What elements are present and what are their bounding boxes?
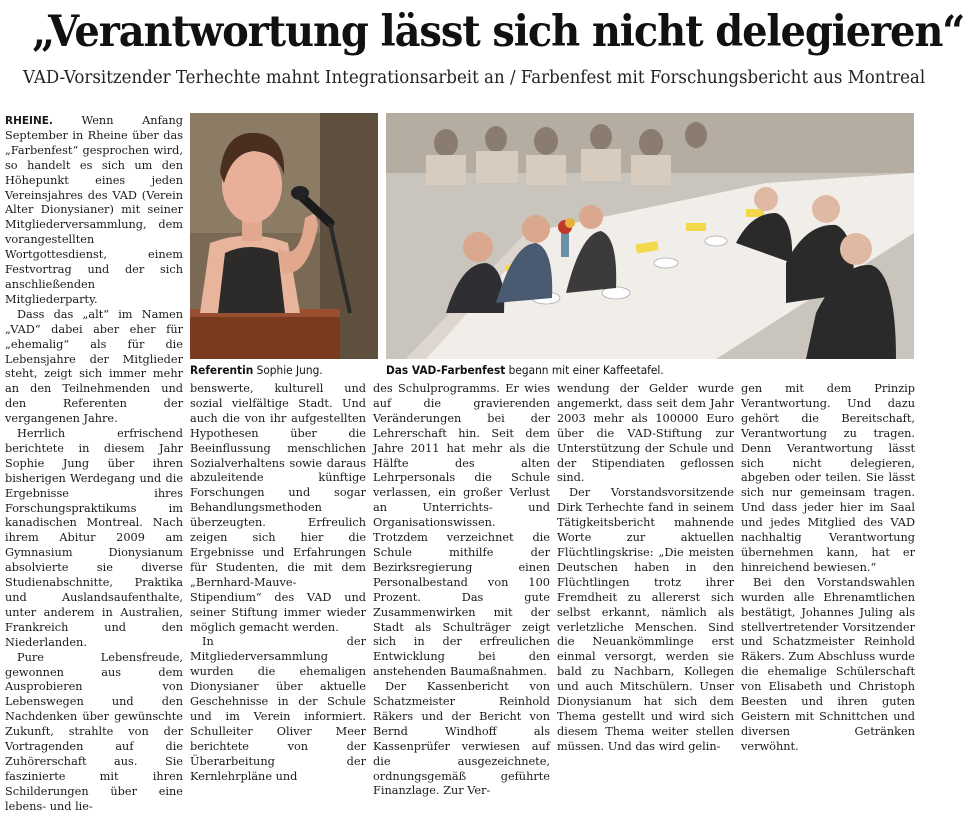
paragraph: Der Vorstandsvorsitzende Dirk Terhechte fand in seinem Tätigkeitsbericht mahnende Worte zur aktuellen Flüchtlingskrise: „Die meisten Deutschen haben in den Flüchtlingen trotz ihrer Fremdheit zu allererst sich selbst erkannt, nämlich als verletzliche Menschen. Sind die Neuankömmlinge erst einmal versorgt, werden sie bald zu Nachbarn, Kollegen und auch Mitschülern. Unser Dionysianum hat sich dem Thema gestellt und wird sich diesem Thema weiter stellen müssen. Und das wird gelin- xyxy=(557,486,734,753)
paragraph: wendung der Gelder wurde angemerkt, dass seit dem Jahr 2003 mehr als 100000 Euro über die VAD-Stiftung zur Unterstützung der Schule und der Stipendiaten geflossen sind. xyxy=(557,382,734,485)
paragraph: Bei den Vorstandswahlen wurden alle Ehrenamtlichen bestätigt, Johannes Juling als stellvertretender Vorsitzender und Schatzmeister Reinhold Räkers. Zum Abschluss wurde die ehemalige Schülerschaft von Elisabeth und Christoph Beesten und ihren guten Geistern mit Schnittchen und diversen Getränken verwöhnt. xyxy=(741,575,915,753)
headline: „Verantwortung lässt sich nicht delegieren“ xyxy=(32,7,964,57)
subline: VAD-Vorsitzender Terhechte mahnt Integrationsarbeit an / Farbenfest mit Forschungsbericht aus Montreal xyxy=(22,68,926,88)
paragraph: benswerte, kulturell und sozial vielfältige Stadt. Und auch die von ihr aufgestellten Hypothesen über die Beeinflussung menschlichen Sozialverhaltens sowie daraus abzuleitende künftige Forschungen und sogar Behandlungsmethoden überzeugten. Erfreulich zeigen sich hier die Ergebnisse und Erfahrungen für Studenten, die mit dem „Bernhard-Mauve-Stipendium“ des VAD und seiner Stiftung immer wieder möglich gemacht werden. xyxy=(190,382,366,634)
article-column-2 xyxy=(190,382,366,783)
dateline: RHEINE. xyxy=(5,115,53,127)
article-column-1 xyxy=(5,114,183,813)
paragraph: Der Kassenbericht von Schatzmeister Reinhold Räkers und der Bericht von Bernd Windhoff als Kassenprüfer verwiesen auf die ausgezeichnete, ordnungsgemäß geführte Finanzlage. Zur Ver- xyxy=(373,680,550,798)
party-caption xyxy=(386,362,883,378)
speaker-caption xyxy=(190,362,374,378)
paragraph: gen mit dem Prinzip Verantwortung. Und dazu gehört die Bereitschaft, Verantwortung zu tragen. Denn Verantwortung lässt sich nicht delegieren, abgeben oder teilen. Sie lässt sich nur gemeinsam tragen. Und dass jeder hier im Saal und jedes Mitglied des VAD nachhaltig Verantwortung übernehmen kann, hat er hinreichend bewiesen.“ xyxy=(741,382,915,574)
party-caption-bold: Das VAD-Farbenfest xyxy=(386,363,506,377)
article-column-3 xyxy=(373,382,550,798)
article-column-5 xyxy=(741,382,915,764)
paragraph: In der Mitgliederversammlung wurden die ehemaligen Dionysianer über aktuelle Geschehnisse in der Schule und im Verein informiert. Schulleiter Oliver Meer berichtete von der Überarbeitung der Kernlehrpläne und xyxy=(190,635,366,783)
paragraph: Wenn Anfang September in Rheine über das „Farbenfest“ gesprochen wird, so handelt es sich um den Höhepunkt eines jeden Vereinsjahres des VAD (Verein Alter Dionysianer) mit seiner Mitgliederversammlung, dem vorangestellten Wortgottesdienst, einem Festvortrag und der sich anschließenden Mitgliederparty. xyxy=(5,114,183,306)
article-column-4 xyxy=(557,382,734,764)
party-caption-text: begann mit einer Kaffeetafel. xyxy=(505,363,664,377)
paragraph: Dass das „alt“ im Namen „VAD“ dabei aber eher für „ehemalig“ als für die Lebensjahre der Mitglieder steht, zeigt sich immer mehr an den Teilnehmenden und den Referenten der vergangenen Jahre. xyxy=(5,307,183,426)
paragraph: Pure Lebensfreude, gewonnen aus dem Ausprobieren von Lebenswegen und den Nachdenken über gewünschte Zukunft, strahlte von der Vortragenden auf die Zuhörerschaft aus. Sie faszinierte mit ihren Schilderungen über eine lebens- und lie- xyxy=(5,650,183,813)
paragraph: Herrlich erfrischend berichtete in diesem Jahr Sophie Jung über ihren bisherigen Werdegang und die Ergebnisse ihres Forschungspraktikums im kanadischen Montreal. Nach ihrem Abitur 2009 am Gymnasium Dionysianum absolvierte sie diverse Studienabschnitte, Praktika und Auslandsaufenthalte, unter anderem in Australien, Frankreich und den Niederlanden. xyxy=(5,427,183,649)
speaker-caption-text: Sophie Jung. xyxy=(253,363,323,377)
speaker-photo xyxy=(190,113,378,359)
paragraph: des Schulprogramms. Er wies auf die gravierenden Veränderungen bei der Lehrerschaft hin. Seit dem Jahre 2011 hat mehr als die Hälfte des alten Lehrpersonals die Schule verlassen, ein großer Verlust an Unterrichts- und Organisationswissen. Trotzdem verzeichnet die Schule mithilfe der Bezirksregierung einen Personalbestand von 100 Prozent. Das gute Zusammenwirken mit der Stadt als Schulträger zeigt sich in der erfreulichen Entwicklung bei den anstehenden Baumaßnahmen. xyxy=(373,382,550,679)
party-photo xyxy=(386,113,914,359)
speaker-caption-bold: Referentin xyxy=(190,363,254,377)
